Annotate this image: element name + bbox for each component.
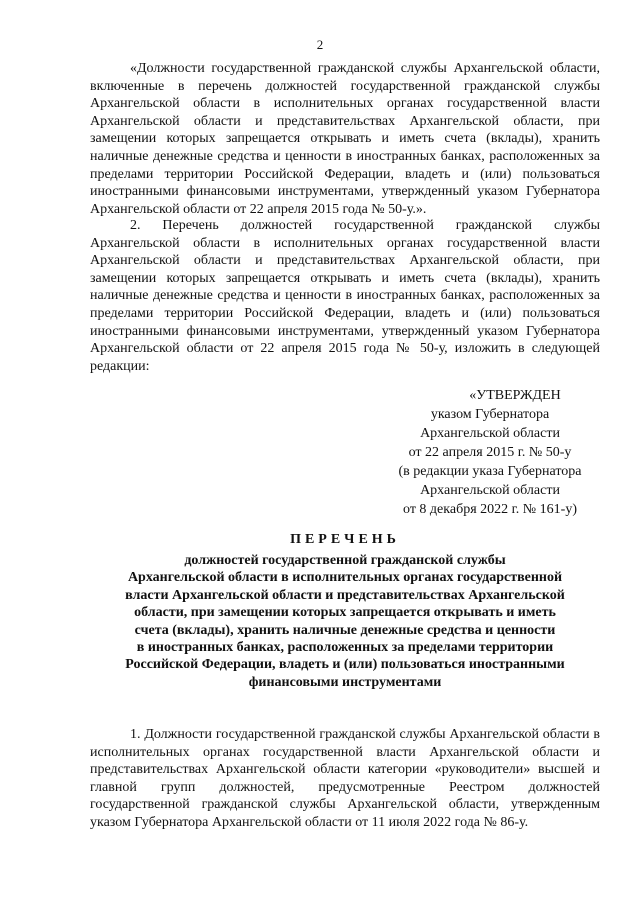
list-subtitle-line: Российской Федерации, владеть и (или) пользоваться иностранными	[125, 657, 565, 673]
page-number: 2	[316, 37, 324, 52]
list-subtitle-line: в иностранных банках, расположенных за пределами территории	[136, 640, 554, 656]
approval-line-5: (в редакции указа Губернатора	[398, 464, 582, 479]
approval-line-6: Архангельской области	[420, 483, 560, 498]
approval-line-4: от 22 апреля 2015 г. № 50-у	[408, 445, 572, 460]
list-subtitle-line: должностей государственной гражданской службы	[184, 553, 506, 568]
paragraph-list-item-1: 1. Должности государственной гражданской службы Архангельской области в исполнительных органах государственной власти Архангельской области и представительствах Архангельской области категории «руководители» высшей и главной групп должностей, предусмотренные Реестром должностей государственной гражданской службы Архангельской области, утвержденным указом Губернатора Архангельской области от 11 июля 2022 года № 86-у.	[90, 727, 600, 830]
approval-stamp	[380, 386, 600, 519]
approval-line-1: «УТВЕРЖДЕН	[469, 388, 561, 403]
approval-line-3: Архангельской области	[420, 426, 560, 441]
approval-line-2: указом Губернатора	[430, 407, 550, 422]
paragraph-item-2: 2. Перечень должностей государственной гражданской службы Архангельской области в исполнительных органах государственной власти Архангельской области и представительствах Архангельской области, при замещении которых запрещается открывать и иметь счета (вклады), хранить наличные денежные средства и ценности в иностранных банках, расположенных за пределами территории Российской Федерации, владеть и (или) пользоваться иностранными финансовыми инструментами, утвержденный указом Губернатора Архангельской области от 22 апреля 2015 года № 50-у, изложить в следующей редакции:	[90, 218, 600, 374]
list-subtitle-line: Архангельской области в исполнительных органах государственной	[127, 570, 563, 586]
paragraph-amended-positions: «Должности государственной гражданской службы Архангельской области, включенные в перечень должностей государственной гражданской службы Архангельской области в исполнительных органах государственной власти Архангельской области и представительствах Архангельской области, при замещении которых запрещается открывать и иметь счета (вклады), хранить наличные денежные средства и ценности в иностранных банках, расположенных за пределами территории Российской Федерации, владеть и (или) пользоваться иностранными финансовыми инструментами, утвержденный указом Губернатора Архангельской области от 22 апреля 2015 года № 50-у.».	[90, 61, 600, 217]
list-subtitle	[90, 552, 600, 691]
list-subtitle-line: власти Архангельской области и представительствах Архангельской	[125, 587, 565, 603]
approval-line-7: от 8 декабря 2022 г. № 161-у)	[403, 502, 577, 517]
list-subtitle-line: счета (вклады), хранить наличные денежные средства и ценности	[134, 622, 556, 638]
list-subtitle-line: области, при замещении которых запрещается открывать и иметь	[134, 605, 556, 621]
list-subtitle-line: финансовыми инструментами	[248, 674, 442, 690]
list-title: ПЕРЕЧЕНЬ	[290, 532, 400, 547]
